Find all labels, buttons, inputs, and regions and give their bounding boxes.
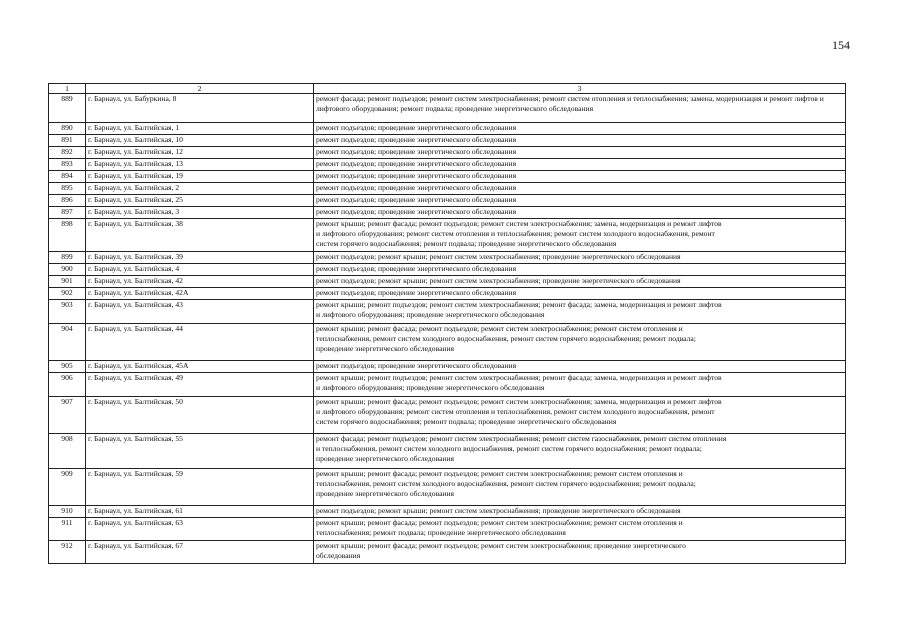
table-row xyxy=(49,434,846,469)
address-cell: г. Барнаул, ул. Бабуркина, 8 xyxy=(86,94,314,123)
table-row xyxy=(49,373,846,397)
address-cell: г. Барнаул, ул. Балтийская, 3 xyxy=(86,207,314,219)
table-row xyxy=(49,541,846,564)
works-cell: ремонт фасада; ремонт подъездов; ремонт систем электроснабжения; ремонт систем газоснабжения, ремонт систем отопления и теплоснабжения, ремонт систем холодного водоснабжения, ремонт систем горячего водоснабжения; ремонт подвала; проведение энергетического обследования xyxy=(314,434,846,469)
address-cell: г. Барнаул, ул. Балтийская, 4 xyxy=(86,264,314,276)
table-row xyxy=(49,147,846,159)
row-number-cell: 893 xyxy=(49,159,86,171)
table-row xyxy=(49,195,846,207)
table-header-row xyxy=(49,84,846,94)
works-cell: ремонт крыши; ремонт фасада; ремонт подъездов; ремонт систем электроснабжения; проведение энергетического обследования xyxy=(314,541,846,564)
row-number-cell: 901 xyxy=(49,276,86,288)
address-cell: г. Барнаул, ул. Балтийская, 1 xyxy=(86,123,314,135)
works-cell: ремонт крыши; ремонт подъездов; ремонт систем электроснабжения; ремонт фасада; замена, модернизация и ремонт лифтов и лифтового оборудования; проведение энергетического обследования xyxy=(314,373,846,397)
works-cell: ремонт крыши; ремонт фасада; ремонт подъездов; ремонт систем электроснабжения; ремонт систем отопления и теплоснабжения, ремонт систем холодного водоснабжения, ремонт систем горячего водоснабжения; ремонт подвала; проведение энергетического обследования xyxy=(314,469,846,506)
table-row xyxy=(49,252,846,264)
address-cell: г. Барнаул, ул. Балтийская, 45А xyxy=(86,361,314,373)
address-cell: г. Барнаул, ул. Балтийская, 39 xyxy=(86,252,314,264)
address-cell: г. Барнаул, ул. Балтийская, 61 xyxy=(86,506,314,518)
address-cell: г. Барнаул, ул. Балтийская, 2 xyxy=(86,183,314,195)
address-cell: г. Барнаул, ул. Балтийская, 59 xyxy=(86,469,314,506)
works-cell: ремонт фасада; ремонт подъездов; ремонт систем электроснабжения; ремонт систем отопления и теплоснабжения; замена, модернизация и ремонт лифтов и лифтового оборудования; ремонт подвала; проведение энергетического обследования xyxy=(314,94,846,123)
row-number-cell: 890 xyxy=(49,123,86,135)
header-col-3: 3 xyxy=(314,84,846,94)
works-cell: ремонт крыши; ремонт подъездов; ремонт систем электроснабжения; ремонт фасада; замена, модернизация и ремонт лифтов и лифтового оборудования; проведение энергетического обследования xyxy=(314,300,846,324)
address-cell: г. Барнаул, ул. Балтийская, 49 xyxy=(86,373,314,397)
works-cell: ремонт крыши; ремонт фасада; ремонт подъездов; ремонт систем электроснабжения; ремонт систем отопления и теплоснабжения; ремонт подвала; проведение энергетического обследования xyxy=(314,518,846,541)
row-number-cell: 910 xyxy=(49,506,86,518)
row-number-cell: 906 xyxy=(49,373,86,397)
works-cell: ремонт крыши; ремонт фасада; ремонт подъездов; ремонт систем электроснабжения; замена, модернизация и ремонт лифтов и лифтового оборудования; ремонт систем отопления и теплоснабжения, ремонт систем холодного водоснабжения, ремонт систем горячего водоснабжения; ремонт подвала; проведение энергетического обследования xyxy=(314,397,846,434)
table-row xyxy=(49,171,846,183)
works-cell: ремонт подъездов; проведение энергетического обследования xyxy=(314,264,846,276)
table-row xyxy=(49,288,846,300)
row-number-cell: 909 xyxy=(49,469,86,506)
works-cell: ремонт подъездов; проведение энергетического обследования xyxy=(314,123,846,135)
header-col-2: 2 xyxy=(86,84,314,94)
table-row xyxy=(49,159,846,171)
row-number-cell: 891 xyxy=(49,135,86,147)
works-cell: ремонт подъездов; проведение энергетического обследования xyxy=(314,147,846,159)
address-cell: г. Барнаул, ул. Балтийская, 50 xyxy=(86,397,314,434)
table-row xyxy=(49,518,846,541)
row-number-cell: 905 xyxy=(49,361,86,373)
table-row xyxy=(49,397,846,434)
row-number-cell: 892 xyxy=(49,147,86,159)
table-row xyxy=(49,324,846,361)
address-cell: г. Барнаул, ул. Балтийская, 13 xyxy=(86,159,314,171)
works-cell: ремонт подъездов; ремонт крыши; ремонт систем электроснабжения; проведение энергетического обследования xyxy=(314,252,846,264)
table-row xyxy=(49,123,846,135)
table-row xyxy=(49,219,846,252)
row-number-cell: 902 xyxy=(49,288,86,300)
page-number: 154 xyxy=(832,38,850,52)
row-number-cell: 904 xyxy=(49,324,86,361)
row-number-cell: 908 xyxy=(49,434,86,469)
address-cell: г. Барнаул, ул. Балтийская, 55 xyxy=(86,434,314,469)
table-row xyxy=(49,94,846,123)
works-cell: ремонт подъездов; ремонт крыши; ремонт систем электроснабжения; проведение энергетического обследования xyxy=(314,506,846,518)
works-cell: ремонт крыши; ремонт фасада; ремонт подъездов; ремонт систем электроснабжения; ремонт систем отопления и теплоснабжения, ремонт систем холодного водоснабжения, ремонт систем горячего водоснабжения; ремонт подвала; проведение энергетического обследования xyxy=(314,324,846,361)
row-number-cell: 900 xyxy=(49,264,86,276)
row-number-cell: 898 xyxy=(49,219,86,252)
row-number-cell: 912 xyxy=(49,541,86,564)
address-cell: г. Барнаул, ул. Балтийская, 38 xyxy=(86,219,314,252)
table-row xyxy=(49,183,846,195)
row-number-cell: 907 xyxy=(49,397,86,434)
works-cell: ремонт подъездов; ремонт крыши; ремонт систем электроснабжения; проведение энергетического обследования xyxy=(314,276,846,288)
works-cell: ремонт подъездов; проведение энергетического обследования xyxy=(314,183,846,195)
works-cell: ремонт подъездов; проведение энергетического обследования xyxy=(314,195,846,207)
row-number-cell: 903 xyxy=(49,300,86,324)
table-row xyxy=(49,300,846,324)
row-number-cell: 895 xyxy=(49,183,86,195)
address-cell: г. Барнаул, ул. Балтийская, 43 xyxy=(86,300,314,324)
table-row xyxy=(49,264,846,276)
table-row xyxy=(49,361,846,373)
works-table xyxy=(48,83,846,564)
header-col-1: 1 xyxy=(49,84,86,94)
works-cell: ремонт подъездов; проведение энергетического обследования xyxy=(314,135,846,147)
address-cell: г. Барнаул, ул. Балтийская, 63 xyxy=(86,518,314,541)
works-cell: ремонт подъездов; проведение энергетического обследования xyxy=(314,159,846,171)
address-cell: г. Барнаул, ул. Балтийская, 25 xyxy=(86,195,314,207)
row-number-cell: 889 xyxy=(49,94,86,123)
table-row xyxy=(49,469,846,506)
works-cell: ремонт подъездов; проведение энергетического обследования xyxy=(314,171,846,183)
works-cell: ремонт подъездов; проведение энергетического обследования xyxy=(314,361,846,373)
address-cell: г. Барнаул, ул. Балтийская, 42 xyxy=(86,276,314,288)
address-cell: г. Барнаул, ул. Балтийская, 42А xyxy=(86,288,314,300)
table-row xyxy=(49,276,846,288)
row-number-cell: 897 xyxy=(49,207,86,219)
row-number-cell: 911 xyxy=(49,518,86,541)
works-cell: ремонт подъездов; проведение энергетического обследования xyxy=(314,207,846,219)
address-cell: г. Барнаул, ул. Балтийская, 10 xyxy=(86,135,314,147)
table-row xyxy=(49,135,846,147)
row-number-cell: 899 xyxy=(49,252,86,264)
row-number-cell: 896 xyxy=(49,195,86,207)
address-cell: г. Барнаул, ул. Балтийская, 19 xyxy=(86,171,314,183)
works-cell: ремонт подъездов; проведение энергетического обследования xyxy=(314,288,846,300)
row-number-cell: 894 xyxy=(49,171,86,183)
address-cell: г. Барнаул, ул. Балтийская, 12 xyxy=(86,147,314,159)
address-cell: г. Барнаул, ул. Балтийская, 44 xyxy=(86,324,314,361)
works-cell: ремонт крыши; ремонт фасада; ремонт подъездов; ремонт систем электроснабжения; замена, модернизация и ремонт лифтов и лифтового оборудования; ремонт систем отопления и теплоснабжения; ремонт систем холодного водоснабжения, ремонт систем горячего водоснабжения; ремонт подвала; проведение энергетического обследования xyxy=(314,219,846,252)
table-row xyxy=(49,506,846,518)
address-cell: г. Барнаул, ул. Балтийская, 67 xyxy=(86,541,314,564)
table-row xyxy=(49,207,846,219)
